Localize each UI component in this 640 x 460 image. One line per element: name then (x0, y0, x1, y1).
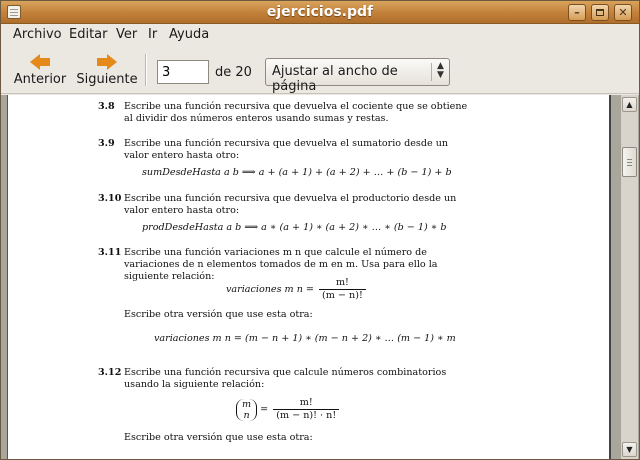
next-page-button[interactable]: Siguiente (75, 50, 139, 92)
exercise-3-11-alt: Escribe otra versión que use esta otra: (124, 309, 313, 320)
binomial: m n (236, 399, 257, 421)
exercise-3-12: 3.12 Escribe una función recursiva que calcule números combinatorios usando la siguiente relación: (98, 367, 447, 390)
exercise-3-11: 3.11 Escribe una función variaciones m n que calcule el número de variaciones de n elementos tomados de m en m. Usa para ello la siguiente relación: (98, 247, 438, 282)
fraction: $\frac{m!}{(m - n)!}$ (319, 277, 366, 302)
window-title: ejercicios.pdf (266, 4, 374, 20)
formula-combinatorio: m n = $\frac{m!}{(m - n)! \cdot n!}$ (236, 397, 341, 422)
zoom-value: Ajustar al ancho de página (272, 64, 398, 94)
maximize-button[interactable] (591, 4, 609, 21)
title-bar[interactable] (1, 1, 639, 24)
exercise-3-8: 3.8 Escribe una función recursiva que devuelva el cociente que se obtiene al dividir dos números enteros usando sumas y restas. (98, 101, 468, 124)
arrow-right-icon (97, 54, 117, 70)
minimize-icon: – (574, 6, 580, 19)
scroll-up-button[interactable]: ▲ (622, 97, 637, 112)
formula-sum: sumDesdeHasta a b ⟹ a + (a + 1) + (a + 2) + … + (b − 1) + b (142, 167, 452, 178)
vertical-scrollbar[interactable] (620, 95, 638, 459)
pdf-page (7, 95, 611, 459)
previous-page-button[interactable]: Anterior (11, 50, 69, 92)
exercise-3-10: 3.10 Escribe una función recursiva que devuelva el productorio desde un valor entero hasta otro: (98, 193, 457, 216)
formula-variaciones-alt: variaciones m n = (m − n + 1) ∗ (m − n + 2) ∗ … (m − 1) ∗ m (154, 333, 456, 344)
formula-variaciones: variaciones m n = $\frac{m!}{(m - n)!}$ (226, 277, 368, 302)
toolbar-separator (145, 54, 147, 86)
page-number-input[interactable] (157, 60, 209, 84)
document-area[interactable] (1, 95, 639, 459)
menu-ayuda[interactable]: Ayuda (169, 27, 210, 42)
menu-bar (1, 24, 639, 46)
scroll-thumb[interactable] (622, 147, 637, 177)
scroll-down-button[interactable]: ▼ (622, 442, 637, 457)
zoom-divider (431, 63, 432, 81)
fraction: $\frac{m!}{(m - n)! \cdot n!}$ (273, 397, 339, 422)
menu-ir[interactable]: Ir (148, 27, 158, 42)
close-button[interactable] (614, 4, 632, 21)
page-count-label: de 20 (215, 65, 252, 80)
formula-prod: prodDesdeHasta a b ⟹ a ∗ (a + 1) ∗ (a + 2) ∗ … ∗ (b − 1) ∗ b (142, 222, 447, 233)
minimize-button[interactable] (568, 4, 586, 21)
zoom-select[interactable] (265, 58, 450, 94)
close-icon: ✕ (618, 6, 628, 19)
menu-ver[interactable]: Ver (116, 27, 138, 42)
exercise-3-12-alt: Escribe otra versión que use esta otra: (124, 432, 313, 443)
maximize-icon (596, 9, 604, 16)
menu-archivo[interactable]: Archivo (13, 27, 62, 42)
menu-editar[interactable]: Editar (69, 27, 108, 42)
arrow-left-icon (30, 54, 50, 70)
spin-arrows-icon: ▲ ▼ (437, 61, 444, 80)
exercise-3-9: 3.9 Escribe una función recursiva que devuelva el sumatorio desde un valor entero hasta otro: (98, 138, 449, 161)
